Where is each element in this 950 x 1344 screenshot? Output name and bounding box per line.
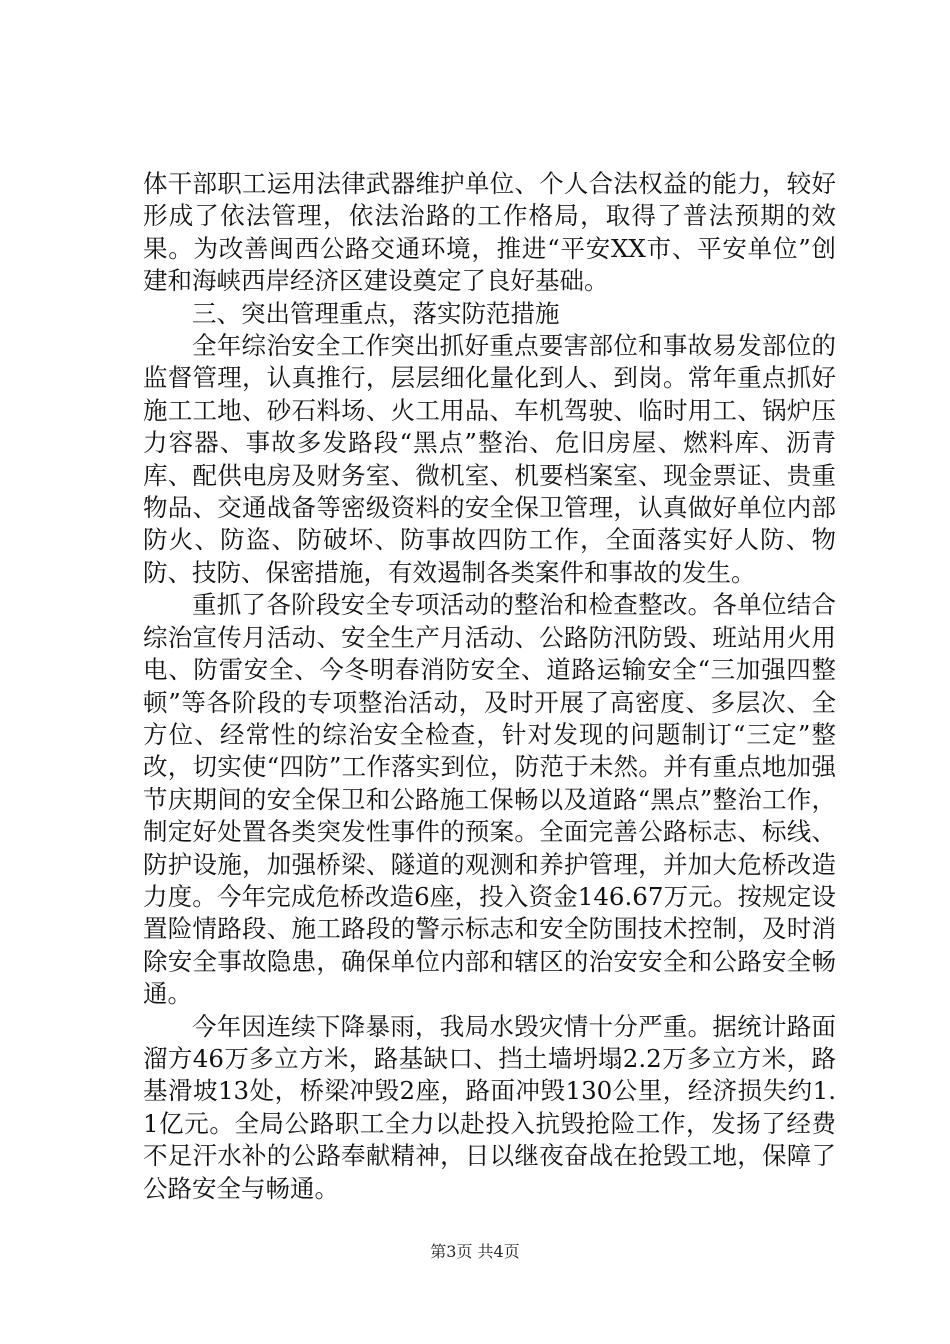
paragraph-1: 体干部职工运用法律武器维护单位、个人合法权益的能力，较好形成了依法管理，依法治路的工作格局，取得了普法预期的效果。为改善闽西公路交通环境，推进“平安XX市、平安单位”创建和海峡西岸经济区建设奠定了良好基础。 — [143, 169, 836, 296]
document-body — [143, 168, 836, 1205]
section-heading-3: 三、突出管理重点，落实防范措施 — [192, 298, 560, 328]
page-footer: 第3页 共4页 — [430, 1242, 520, 1261]
paragraph-3: 重抓了各阶段安全专项活动的整治和检查整改。各单位结合综治宣传月活动、安全生产月活动、公路防汛防毁、班站用火用电、防雷安全、今冬明春消防安全、道路运输安全“三加强四整顿”等各阶段的专项整治活动，及时开展了高密度、多层次、全方位、经常性的综治安全检查，针对发现的问题制订“三定”整改，切实使“四防”工作落实到位，防范于未然。并有重点地加强节庆期间的安全保卫和公路施工保畅以及道路“黑点”整治工作，制定好处置各类突发性事件的预案。全面完善公路标志、标线、防护设施，加强桥梁、隧道的观测和养护管理，并加大危桥改造力度。今年完成危桥改造6座，投入资金146.67万元。按规定设置险情路段、施工路段的警示标志和安全防围技术控制，及时消除安全事故隐患，确保单位内部和辖区的治安安全和公路安全畅通。 — [143, 590, 836, 1009]
paragraph-2: 全年综治安全工作突出抓好重点要害部位和事故易发部位的监督管理，认真推行，层层细化量化到人、到岗。常年重点抓好施工工地、砂石料场、火工用品、车机驾驶、临时用工、锅炉压力容器、事故多发路段“黑点”整治、危旧房屋、燃料库、沥青库、配供电房及财务室、微机室、机要档案室、现金票证、贵重物品、交通战备等密级资料的安全保卫管理，认真做好单位内部防火、防盗、防破坏、防事故四防工作，全面落实好人防、物防、技防、保密措施，有效遏制各类案件和事故的发生。 — [143, 331, 836, 587]
paragraph-4: 今年因连续下降暴雨，我局水毁灾情十分严重。据统计路面溜方46万多立方米，路基缺口、挡土墙坍塌2.2万多立方米，路基滑坡13处，桥梁冲毁2座，路面冲毁130公里，经济损失约1.1亿元。全局公路职工全力以赴投入抗毁抢险工作，发扬了经费不足汗水补的公路奉献精神，日以继夜奋战在抢毁工地，保障了公路安全与畅通。 — [143, 1011, 836, 1203]
